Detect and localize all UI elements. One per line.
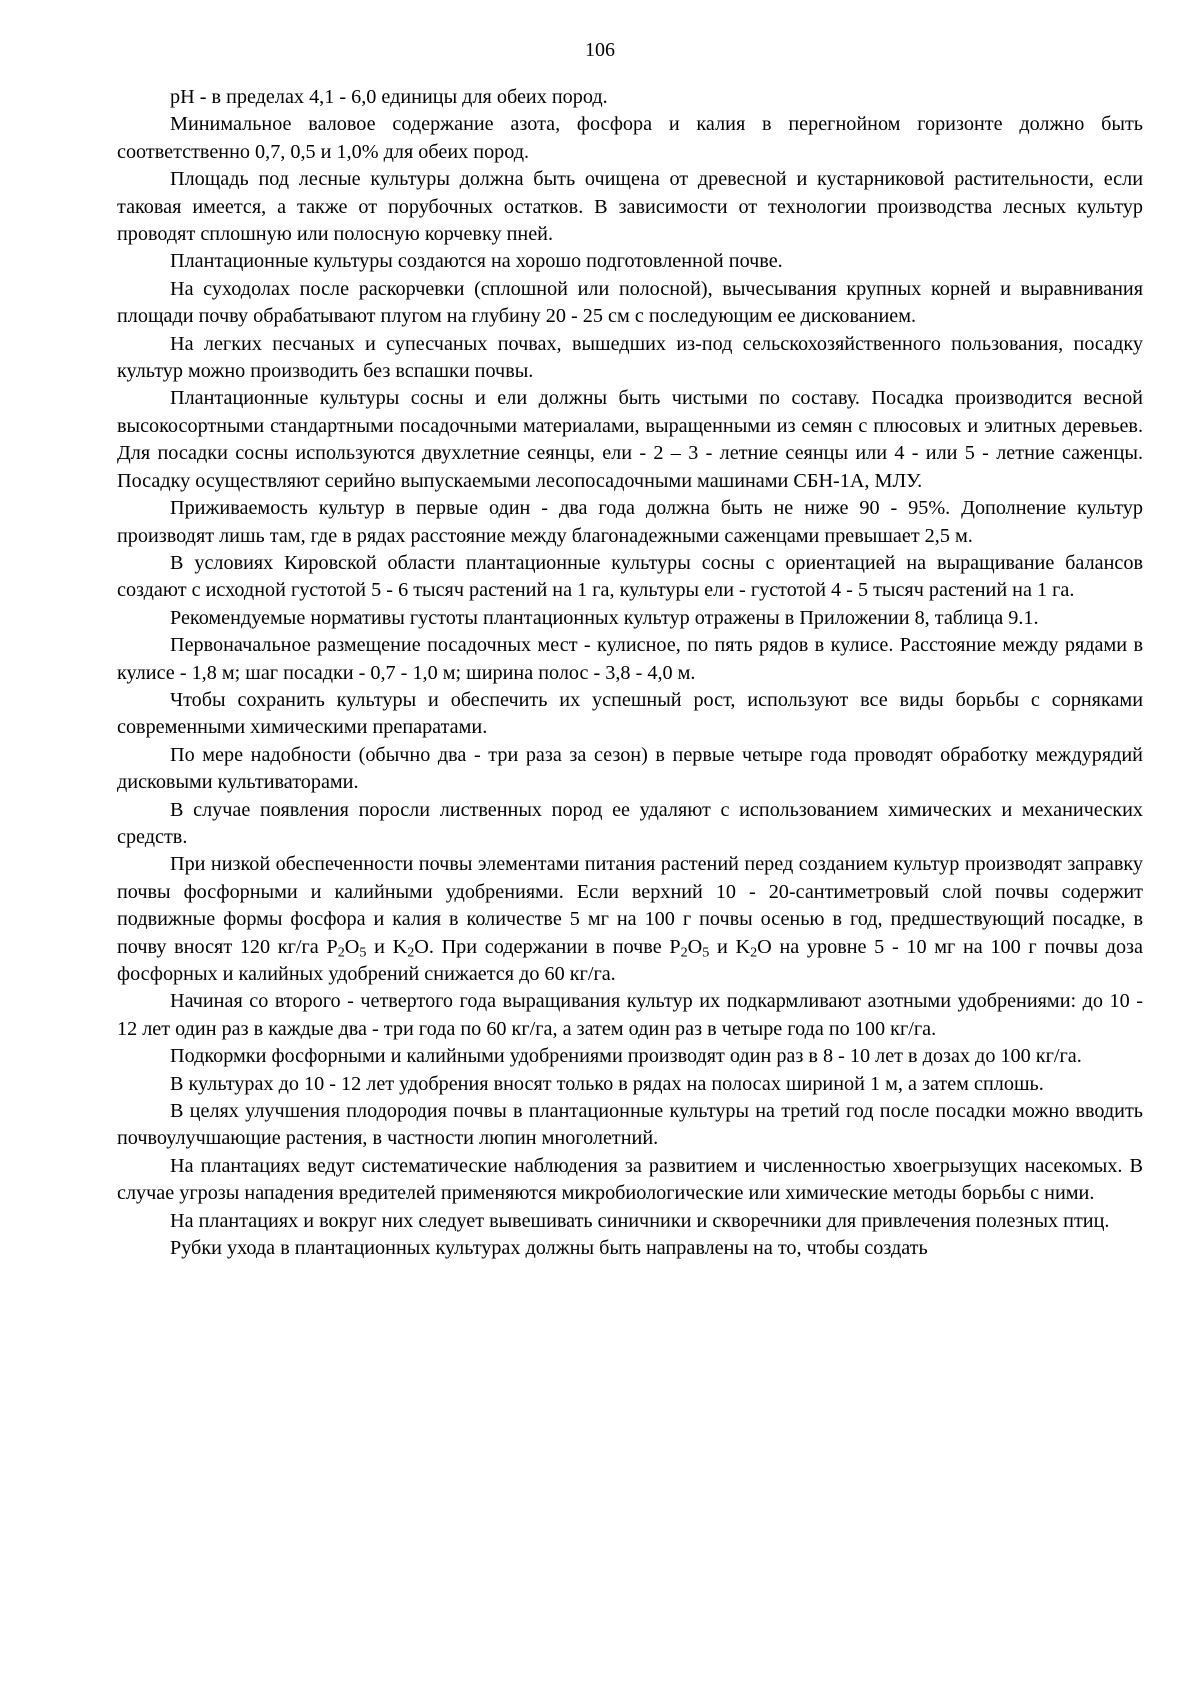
paragraph: Плантационные культуры сосны и ели должны быть чистыми по составу. Посадка производится весной высокосортными стандартными посадочными материалами, выращенными из семян с плюсовых и элитных деревьев. Для посадки сосны используются двухлетние сеянцы, ели - 2 – 3 - летние сеянцы или 4 - или 5 - летние саженцы. Посадку осуществляют серийно выпускаемыми лесопосадочными машинами СБН-1А, МЛУ.: [117, 387, 1143, 492]
body-text: [117, 84, 1143, 1262]
paragraph: По мере надобности (обычно два - три раза за сезон) в первые четыре года проводят обработку междурядий дисковыми культиваторами.: [117, 743, 1143, 794]
paragraph: На плантациях ведут систематические наблюдения за развитием и численностью хвоегрызущих насекомых. В случае угрозы нападения вредителей применяются микробиологические или химические методы борьбы с ними.: [117, 1154, 1143, 1205]
paragraph: В целях улучшения плодородия почвы в плантационные культуры на третий год после посадки можно вводить почвоулучшающие растения, в частности люпин многолетний.: [117, 1100, 1143, 1150]
paragraph: Приживаемость культур в первые один - два года должна быть не ниже 90 - 95%. Дополнение культур производят лишь там, где в рядах расстояние между благонадежными саженцами превышает 2,5 м.: [117, 497, 1143, 547]
paragraph: Чтобы сохранить культуры и обеспечить их успешный рост, используют все виды борьбы с сорняками современными химическими препаратами.: [117, 688, 1143, 739]
paragraph: Подкормки фосфорными и калийными удобрениями производят один раз в 8 - 10 лет в дозах до 100 кг/га.: [170, 1045, 1082, 1068]
paragraph: На легких песчаных и супесчаных почвах, вышедших из-под сельскохозяйственного пользования, посадку культур можно производить без вспашки почвы.: [117, 332, 1143, 383]
formula-k2o: $K_2O$: [392, 935, 429, 961]
paragraph: Рубки ухода в плантационных культурах должны быть направлены на то, чтобы создать: [170, 1237, 928, 1260]
paragraph: Площадь под лесные культуры должна быть очищена от древесной и кустарниковой растительности, если таковая имеется, а также от порубочных остатков. В зависимости от технологии производства лесных культур проводят сплошную или полосную корчевку пней.: [117, 168, 1143, 246]
paragraph: Минимальное валовое содержание азота, фосфора и калия в перегнойном горизонте должно быть соответственно 0,7, 0,5 и 1,0% для обеих пород.: [117, 113, 1143, 163]
paragraph: Начиная со второго - четвертого года выращивания культур их подкармливают азотными удобрениями: до 10 - 12 лет один раз в каждые два - три года по 60 кг/га, а затем один раз в четыре года по 100 кг/га.: [117, 990, 1143, 1040]
paragraph: Рекомендуемые нормативы густоты плантационных культур отражены в Приложении 8, таблица 9.1.: [170, 606, 1039, 629]
paragraph: Плантационные культуры создаются на хорошо подготовленной почве.: [170, 250, 783, 273]
paragraph: В культурах до 10 - 12 лет удобрения вносят только в рядах на полосах шириной 1 м, а затем сплошь.: [170, 1072, 1044, 1095]
paragraph: Первоначальное размещение посадочных мест - кулисное, по пять рядов в кулисе. Расстояние между рядами в кулисе - 1,8 м; шаг посадки - 0,7 - 1,0 м; ширина полос - 3,8 - 4,0 м.: [117, 634, 1143, 684]
paragraph: На суходолах после раскорчевки (сплошной или полосной), вычесывания крупных корней и выравнивания площади почву обрабатывают плугом на глубину 20 - 25 см с последующим ее дискованием.: [117, 277, 1143, 328]
fertilizer-paragraph: При низкой обеспеченности почвы элементами питания растений перед созданием культур производят заправку почвы фосфорными и калийными удобрениями. Если верхний 10 - 20-сантиметровый слой почвы содержит подвижные формы фосфора и калия в количестве 5 мг на 100 г почвы осенью в год, предшествующий посадке, в почву вносят 120 кг/га $P_2O_5$ и $K_2O$. При содержании в почве $P_2O_5$ и $K_2O$ на уровне 5 - 10 мг на 100 г почвы доза фосфорных и калийных удобрений снижается до 60 кг/га.: [117, 853, 1143, 985]
paragraph: pH - в пределах 4,1 - 6,0 единицы для обеих пород.: [170, 86, 608, 108]
formula-p2o5: $P_2O_5$: [669, 935, 710, 961]
formula-p2o5: $P_2O_5$: [326, 935, 367, 961]
fert-text-1: При низкой обеспеченности почвы элементами питания растений перед созданием культур производят заправку почвы фосфорными и калийными удобрениями. Если верхний 10 - 20-сантиметровый слой почвы содержит подвижные формы фосфора и калия в количестве 5 мг на 100 г почвы осенью в год, предшествующий посадке, в почву вносят 120 кг/га: [117, 853, 1143, 958]
paragraph: На плантациях и вокруг них следует вывешивать синичники и скворечники для привлечения полезных птиц.: [170, 1209, 1110, 1232]
paragraph: В случае появления поросли лиственных пород ее удаляют с использованием химических и механических средств.: [117, 798, 1143, 848]
paragraph: В условиях Кировской области плантационные культуры сосны с ориентацией на выращивание балансов создают с исходной густотой 5 - 6 тысяч растений на 1 га, культуры ели - густотой 4 - 5 тысяч растений на 1 га.: [117, 551, 1143, 602]
fert-text-3: на уровне 5 - 10 мг на 100 г почвы доза фосфорных и калийных удобрений снижается до 60 кг/га.: [117, 935, 1143, 985]
fert-text-2: . При содержании в почве: [428, 935, 670, 958]
formula-k2o: $K_2O$: [735, 935, 772, 961]
page-number: 106: [585, 39, 615, 61]
